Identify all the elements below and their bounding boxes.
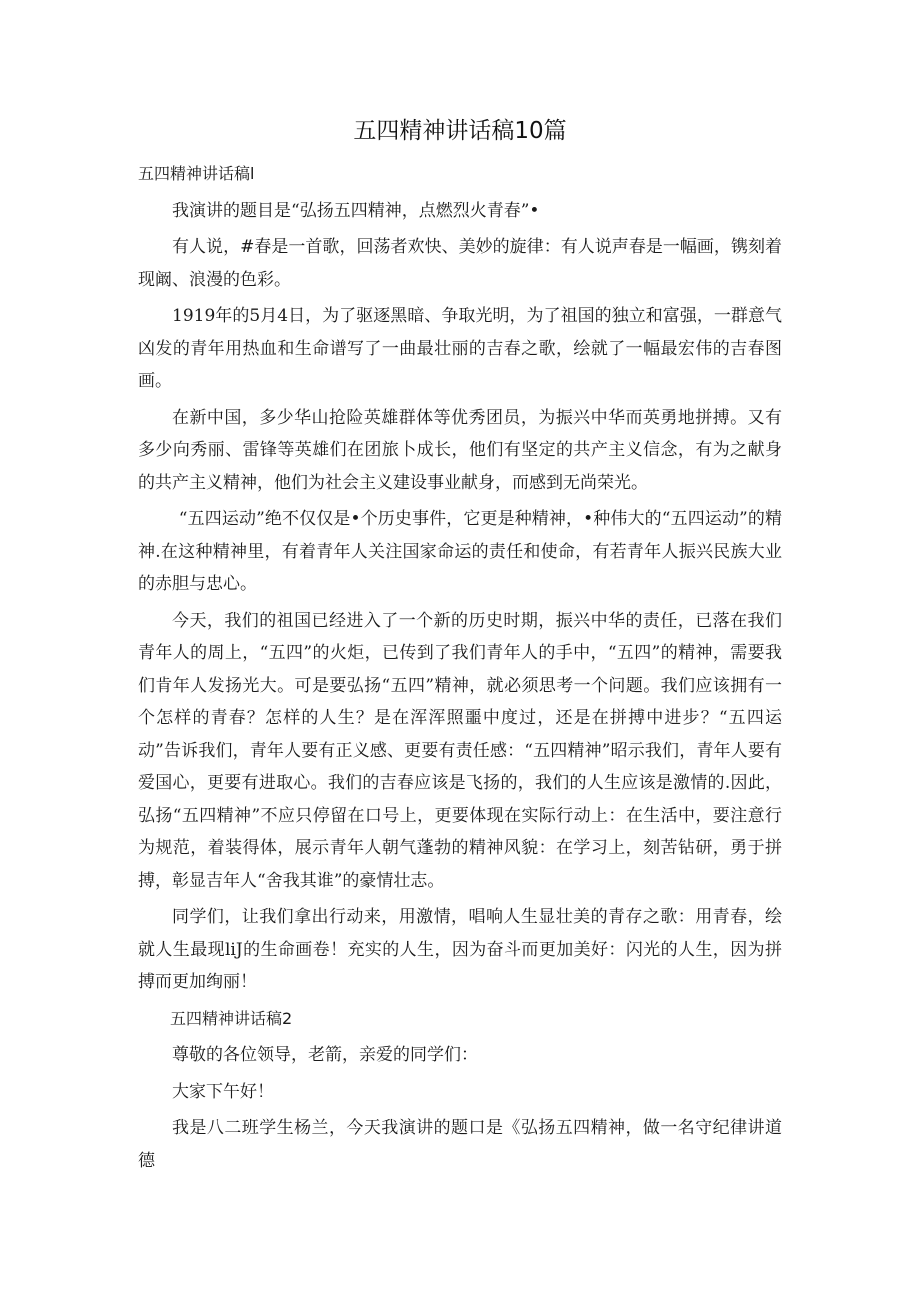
section2-paragraph-1: 尊敬的各位领导，老箭，亲爱的同学们： (172, 1045, 478, 1065)
section2-paragraph-2: 大家下午好！ (172, 1081, 274, 1102)
paragraph-5: “五四运动”绝不仅仅是•个历史事件，它更是种精神，•种伟大的“五四运动”的精神.在这种精神里，有着青年人关注国家命运的责任和使命，有若青年人振兴民族大业的赤胆与忠心。 (138, 509, 782, 594)
document-body (138, 158, 782, 1181)
section-heading-2: 五四精神讲话稿2 (170, 1008, 293, 1028)
section-heading-1: 五四精神讲话稿l (138, 164, 255, 183)
paragraph-3: 1919年的5月4日，为了驱逐黑暗、争取光明，为了祖国的独立和富强，一群意气凶发的青年用热血和生命谱写了一曲最壮丽的吉春之歌，绘就了一幅最宏伟的吉春图画。 (138, 306, 782, 391)
paragraph-7: 同学们，让我们拿出行动来，用激情，唱响人生显壮美的青存之歌：用青春，绘就人生最现liJ的生命画卷！充实的人生，因为奋斗而更加美好：闪光的人生，因为拼搏而更加绚丽！ (138, 907, 782, 992)
paragraph-1: 我演讲的题目是“弘扬五四精神，点燃烈火青春”• (172, 200, 540, 221)
paragraph-4: 在新中国，多少华山抢险英雄群体等优秀团员，为振兴中华而英勇地拼搏。又有多少向秀丽、雷锋等英雄们在团旅卜成长，他们有坚定的共产主义信念，有为之献身的共产主义精神，他们为社会主义建设事业献身，而感到无尚荣光。 (138, 407, 782, 493)
paragraph-6: 今天，我们的祖国已经进入了一个新的历史时期，振兴中华的责任，已落在我们青年人的周上，“五四”的火炬，已传到了我们青年人的手中，“五四”的精神，需要我们肯年人发扬光大。可是要弘扬“五四”精神，就必须思考一个问题。我们应该拥有一个怎样的青春？怎样的人生？是在浑浑照噩中度过，还是在拼搏中进步？“五四运动”告诉我们，青年人要有正义感、更要有责任感：“五四精神”昭示我们，青年人要有爱国心，更要有进取心。我们的吉春应该是飞扬的，我们的人生应该是激情的.因此，弘扬“五四精神”不应只停留在口号上，更要体现在实际行动上：在生活中，要注意行为规范，着装得体，展示青年人朝气蓬勃的精神风貌：在学习上，刻苦钻研，勇于拼搏，彰显吉年人“舍我其谁”的豪情壮志。 (138, 610, 782, 891)
paragraph-2: 有人说，#春是一首歌，回荡者欢快、美妙的旋律：有人说声春是一幅画，镌刻着现阚、浪漫的色彩。 (138, 237, 782, 290)
document-title: 五四精神讲话稿10篇 (353, 118, 567, 144)
section2-paragraph-3: 我是八二班学生杨兰，今天我演讲的题口是《弘扬五四精神，做一名守纪律讲道德 (138, 1118, 782, 1171)
